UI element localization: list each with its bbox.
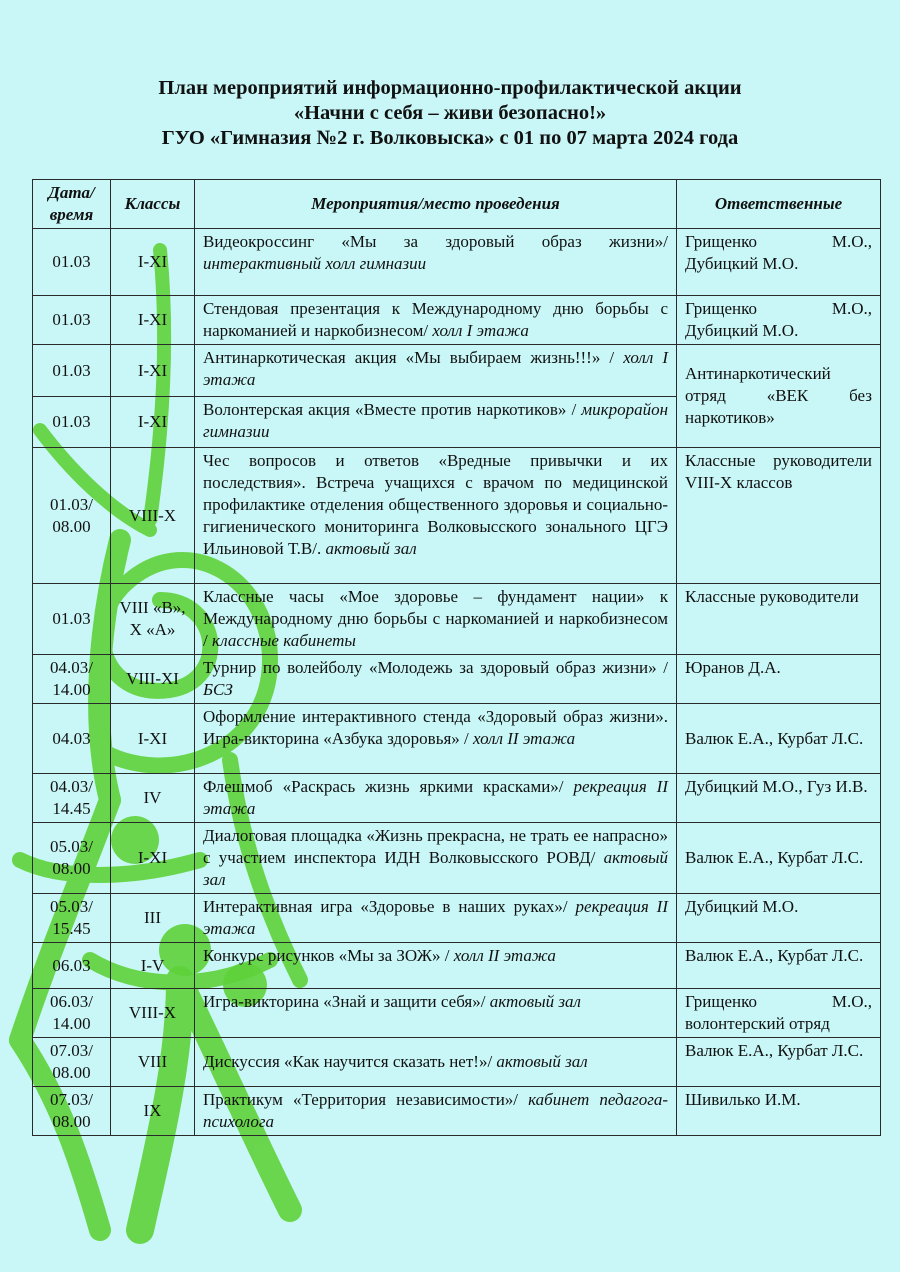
header-events: Мероприятия/место проведения [195,180,677,229]
table-header-row [33,180,881,229]
cell-classes: I-XI [111,397,195,448]
table-row [33,943,881,989]
event-place: кабинет педагога-психолога [203,1090,668,1131]
event-place: холл II этажа [453,946,556,965]
cell-responsible: Дубицкий М.О., Гуз И.В. [677,774,881,823]
cell-responsible: Антинаркотический отряд «ВЕК без наркотиков» [677,345,881,448]
cell-responsible: Шивилько И.М. [677,1087,881,1136]
event-text: Классные часы «Мое здоровье – фундамент нации» к Международному дню борьбы с наркоманией и наркобизнесом / [203,587,668,650]
cell-responsible: Валюк Е.А., Курбат Л.С. [677,943,881,989]
cell-responsible: Грищенко М.О., волонтерский отряд [677,989,881,1038]
table-row [33,448,881,584]
cell-classes: I-XI [111,823,195,894]
cell-date: 04.03/ 14.00 [33,655,111,704]
event-text: Видеокроссинг «Мы за здоровый образ жизни»/ [203,232,668,251]
cell-event [195,448,677,584]
cell-event [195,584,677,655]
table-row [33,584,881,655]
cell-event [195,823,677,894]
cell-classes: I-XI [111,229,195,296]
cell-date: 06.03/ 14.00 [33,989,111,1038]
event-place: интерактивный холл гимназии [203,254,427,273]
event-text: Практикум «Территория независимости»/ [203,1090,519,1109]
event-place: актовый зал [496,1052,588,1071]
event-text: Флешмоб «Раскрась жизнь яркими красками»/ [203,777,564,796]
event-place: холл I этажа [203,348,669,389]
header-responsible: Ответственные [677,180,881,229]
cell-event [195,1038,677,1087]
cell-date: 01.03 [33,345,111,397]
cell-date: 05.03/ 15.45 [33,894,111,943]
event-place: БСЗ [203,680,233,699]
title-line-1: План мероприятий информационно-профилактической акции [158,77,742,99]
event-place: холл II этажа [472,729,576,748]
cell-classes: IV [111,774,195,823]
event-place: классные кабинеты [211,631,356,650]
cell-classes: VIII-X [111,989,195,1038]
cell-responsible: Классные руководители VIII-X классов [677,448,881,584]
cell-event [195,943,677,989]
cell-classes: I-V [111,943,195,989]
event-place: рекреация II этажа [203,777,669,818]
cell-date: 01.03 [33,296,111,345]
cell-date: 04.03 [33,704,111,774]
cell-date: 01.03 [33,584,111,655]
cell-event [195,989,677,1038]
cell-event [195,655,677,704]
cell-date: 07.03/ 08.00 [33,1087,111,1136]
cell-classes: VIII-XI [111,655,195,704]
cell-classes: VIII-X [111,448,195,584]
event-place: актовый зал [325,539,417,558]
cell-date: 06.03 [33,943,111,989]
table-row [33,296,881,345]
events-table [32,179,881,1136]
event-place: актовый зал [489,992,581,1011]
event-text: Чес вопросов и ответов «Вредные привычки и их последствия». Встреча учащихся с врачом по медицинской профилактике отделения общественного здоровья и социально-гигиенического мониторинга Волковысского зонального ЦГЭ Ильиновой Т.В/. [203,451,668,558]
event-text: Игра-викторина «Знай и защити себя»/ [203,992,486,1011]
table-row [33,989,881,1038]
cell-classes: I-XI [111,296,195,345]
event-text: Волонтерская акция «Вместе против наркотиков» / [203,400,577,419]
cell-responsible: Классные руководители [677,584,881,655]
table-row [33,655,881,704]
cell-date: 01.03 [33,229,111,296]
cell-date: 07.03/ 08.00 [33,1038,111,1087]
cell-event [195,704,677,774]
event-text: Стендовая презентация к Международному дню борьбы с наркоманией и наркобизнесом/ [203,299,668,340]
cell-responsible: Грищенко М.О., Дубицкий М.О. [677,229,881,296]
cell-event [195,345,677,397]
event-text: Антинаркотическая акция «Мы выбираем жизнь!!!» / [203,348,615,367]
cell-responsible: Валюк Е.А., Курбат Л.С. [677,823,881,894]
cell-classes: IX [111,1087,195,1136]
cell-event [195,774,677,823]
event-place: микрорайон гимназии [203,400,669,441]
cell-classes: VIII [111,1038,195,1087]
cell-date: 01.03 [33,397,111,448]
table-row [33,345,881,397]
cell-classes: VIII «В», X «А» [111,584,195,655]
table-row [33,1087,881,1136]
cell-date: 05.03/ 08.00 [33,823,111,894]
cell-responsible: Грищенко М.О., Дубицкий М.О. [677,296,881,345]
header-classes: Классы [111,180,195,229]
table-row [33,774,881,823]
cell-classes: I-XI [111,345,195,397]
event-place: рекреация II этажа [203,897,669,938]
cell-event [195,296,677,345]
cell-responsible: Дубицкий М.О. [677,894,881,943]
event-text: Конкурс рисунков «Мы за ЗОЖ» / [203,946,450,965]
table-row [33,894,881,943]
table-row [33,823,881,894]
header-date: Дата/ время [33,180,111,229]
cell-classes: III [111,894,195,943]
cell-date: 01.03/ 08.00 [33,448,111,584]
event-text: Диалоговая площадка «Жизнь прекрасна, не трать ее напрасно» с участием инспектора ИДН Волковысского РОВД/ [203,826,668,867]
event-text: Интерактивная игра «Здоровье в наших руках»/ [203,897,568,916]
document-title [0,76,900,151]
title-line-3: ГУО «Гимназия №2 г. Волковыска» с 01 по 07 марта 2024 года [161,127,739,149]
table-row [33,1038,881,1087]
cell-responsible: Юранов Д.А. [677,655,881,704]
cell-classes: I-XI [111,704,195,774]
cell-event [195,894,677,943]
table-row [33,229,881,296]
event-text: Дискуссия «Как научится сказать нет!»/ [203,1052,493,1071]
event-place: холл I этажа [432,321,529,340]
event-place: актовый зал [203,848,669,889]
cell-event [195,229,677,296]
event-text: Оформление интерактивного стенда «Здоровый образ жизни». Игра-викторина «Азбука здоровья» / [203,707,668,748]
event-text: Турнир по волейболу «Молодежь за здоровый образ жизни» / [203,658,668,677]
table-row [33,704,881,774]
cell-date: 04.03/ 14.45 [33,774,111,823]
cell-responsible: Валюк Е.А., Курбат Л.С. [677,704,881,774]
cell-event [195,1087,677,1136]
title-line-2: «Начни с себя – живи безопасно!» [293,102,607,124]
cell-responsible: Валюк Е.А., Курбат Л.С. [677,1038,881,1087]
cell-event [195,397,677,448]
